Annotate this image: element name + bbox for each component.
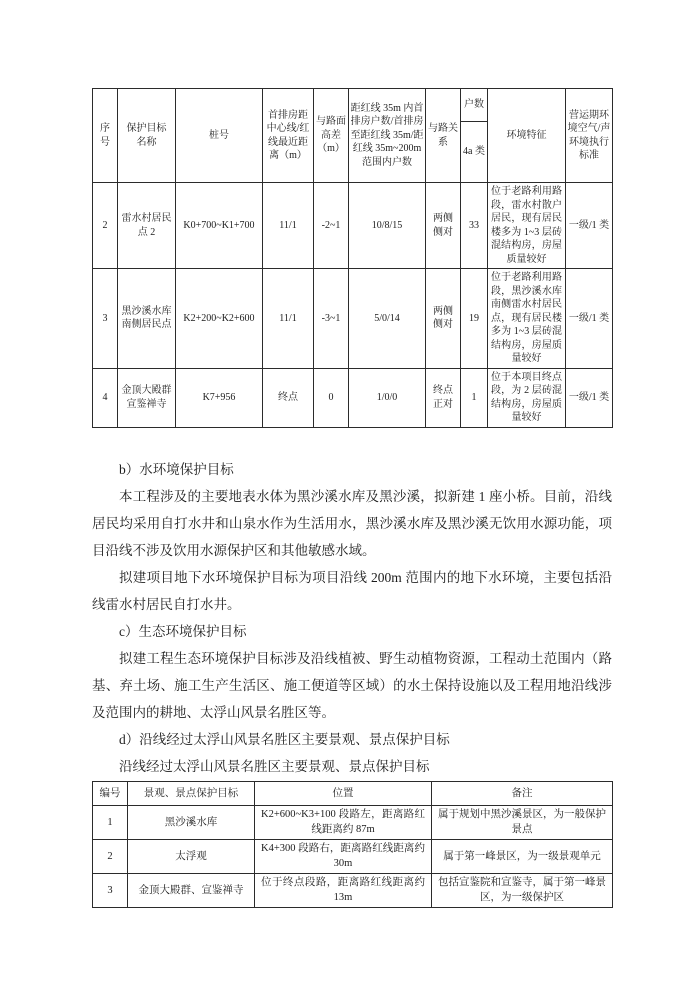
cell-remark: 属于规划中黑沙溪景区，为一般保护景点: [432, 805, 613, 839]
cell-name: 雷水村居民点 2: [118, 183, 176, 269]
split-header-bottom: 4a 类: [463, 146, 485, 158]
cell-name: 金顶大殿群宣鉴禅寺: [118, 368, 176, 427]
col-header-households: 距红线 35m 内首排房户数/首排房至距红线 35m/距红线 35m~200m 范围内户数: [349, 89, 426, 183]
cell-env-features: 位于本项目终点段，为 2 层砖混结构房，房屋质量较好: [488, 368, 566, 427]
section-c-heading: c）生态环境保护目标: [119, 623, 247, 639]
cell-class-4a: 33: [461, 183, 488, 269]
cell-no: 2: [93, 839, 128, 873]
col-header-name: 保护目标名称: [118, 89, 176, 183]
section-d-heading: d）沿线经过太浮山风景名胜区主要景观、景点保护目标: [119, 731, 450, 747]
cell-no: 2: [93, 183, 118, 269]
cell-height-diff: -3~1: [314, 269, 349, 369]
split-header: [461, 89, 487, 182]
cell-location: K4+300 段路右，距离路红线距离约 30m: [255, 839, 432, 873]
table-row: [93, 368, 613, 427]
cell-front-row-distance: 终点: [263, 368, 314, 427]
cell-height-diff: -2~1: [314, 183, 349, 269]
cell-name: 黑沙溪水库南侧居民点: [118, 269, 176, 369]
section-c-paragraph-1: 拟建工程生态环境保护目标涉及沿线植被、野生动植物资源，工程动土范围内（路基、弃土场、施工生产生活区、施工便道等区域）的水土保持设施以及工程用地沿线涉及范围内的耕地、太浮山风景名胜区等。: [92, 650, 612, 720]
cell-env-features: 位于老路利用路段，黑沙溪水库南侧雷水村居民点，现有居民楼多为 1~3 层砖混结构房，房屋质量较好: [488, 269, 566, 369]
cell-target: 太浮观: [128, 839, 255, 873]
cell-road-relation: 两侧侧对: [426, 269, 461, 369]
col-header-road-relation: 与路关系: [426, 89, 461, 183]
cell-no: 4: [93, 368, 118, 427]
col-header-target: 景观、景点保护目标: [128, 781, 255, 805]
cell-front-row-distance: 11/1: [263, 183, 314, 269]
split-header-top: 户数: [461, 89, 487, 122]
col-header-no: 编号: [93, 781, 128, 805]
cell-op-standard: 一级/1 类: [566, 183, 613, 269]
col-header-location: 位置: [255, 781, 432, 805]
cell-location: 位于终点段路，距离路红线距离约 13m: [255, 873, 432, 907]
cell-location: K2+600~K3+100 段路左，距离路红线距离约 87m: [255, 805, 432, 839]
protection-targets-table: [92, 88, 613, 428]
cell-households: 10/8/15: [349, 183, 426, 269]
cell-no: 1: [93, 805, 128, 839]
cell-height-diff: 0: [314, 368, 349, 427]
col-header-no: 序号: [93, 89, 118, 183]
table-row: [93, 269, 613, 369]
cell-road-relation: 两侧侧对: [426, 183, 461, 269]
col-header-front-row-distance: 首排房距中心线/红线最近距离（m）: [263, 89, 314, 183]
col-header-env-features: 环境特征: [488, 89, 566, 183]
section-b-paragraph-2: 拟建项目地下水环境保护目标为项目沿线 200m 范围内的地下水环境，主要包括沿线雷水村居民自打水井。: [92, 569, 612, 612]
section-b-paragraph-1: 本工程涉及的主要地表水体为黑沙溪水库及黑沙溪，拟新建 1 座小桥。目前，沿线居民均采用自打水井和山泉水作为生活用水，黑沙溪水库及黑沙溪无饮用水源功能，项目沿线不涉及饮用水源保护区和其他敏感水域。: [92, 488, 612, 558]
cell-remark: 属于第一峰景区，为一级景观单元: [432, 839, 613, 873]
cell-env-features: 位于老路利用路段，雷水村散户居民，现有居民楼多为 1~3 层砖混结构房，房屋质量较好: [488, 183, 566, 269]
cell-households: 1/0/0: [349, 368, 426, 427]
scenic-spots-table: [92, 781, 613, 908]
col-header-remark: 备注: [432, 781, 613, 805]
cell-stake: K0+700~K1+700: [176, 183, 263, 269]
cell-target: 金顶大殿群、宣鉴禅寺: [128, 873, 255, 907]
section-d-subtitle: 沿线经过太浮山风景名胜区主要景观、景点保护目标: [119, 758, 430, 774]
body-text: [92, 456, 612, 780]
table-row: [93, 183, 613, 269]
cell-no: 3: [93, 269, 118, 369]
cell-target: 黑沙溪水库: [128, 805, 255, 839]
cell-remark: 包括宣鉴院和宣鉴寺，属于第一峰景区，为一级保护区: [432, 873, 613, 907]
cell-class-4a: 19: [461, 269, 488, 369]
cell-stake: K7+956: [176, 368, 263, 427]
section-b-heading: b）水环境保护目标: [119, 461, 234, 477]
table-row: [93, 873, 613, 907]
table-header-row: [93, 89, 613, 183]
table-row: [93, 805, 613, 839]
table-header-row: [93, 781, 613, 805]
cell-class-4a: 1: [461, 368, 488, 427]
cell-no: 3: [93, 873, 128, 907]
cell-households: 5/0/14: [349, 269, 426, 369]
cell-op-standard: 一级/1 类: [566, 269, 613, 369]
col-header-op-standard: 营运期环境空气/声环境执行标准: [566, 89, 613, 183]
col-header-height-diff: 与路面高差（m）: [314, 89, 349, 183]
col-header-household-count: [461, 89, 488, 183]
table-row: [93, 839, 613, 873]
cell-stake: K2+200~K2+600: [176, 269, 263, 369]
cell-op-standard: 一级/1 类: [566, 368, 613, 427]
cell-front-row-distance: 11/1: [263, 269, 314, 369]
cell-road-relation: 终点正对: [426, 368, 461, 427]
col-header-stake: 桩号: [176, 89, 263, 183]
